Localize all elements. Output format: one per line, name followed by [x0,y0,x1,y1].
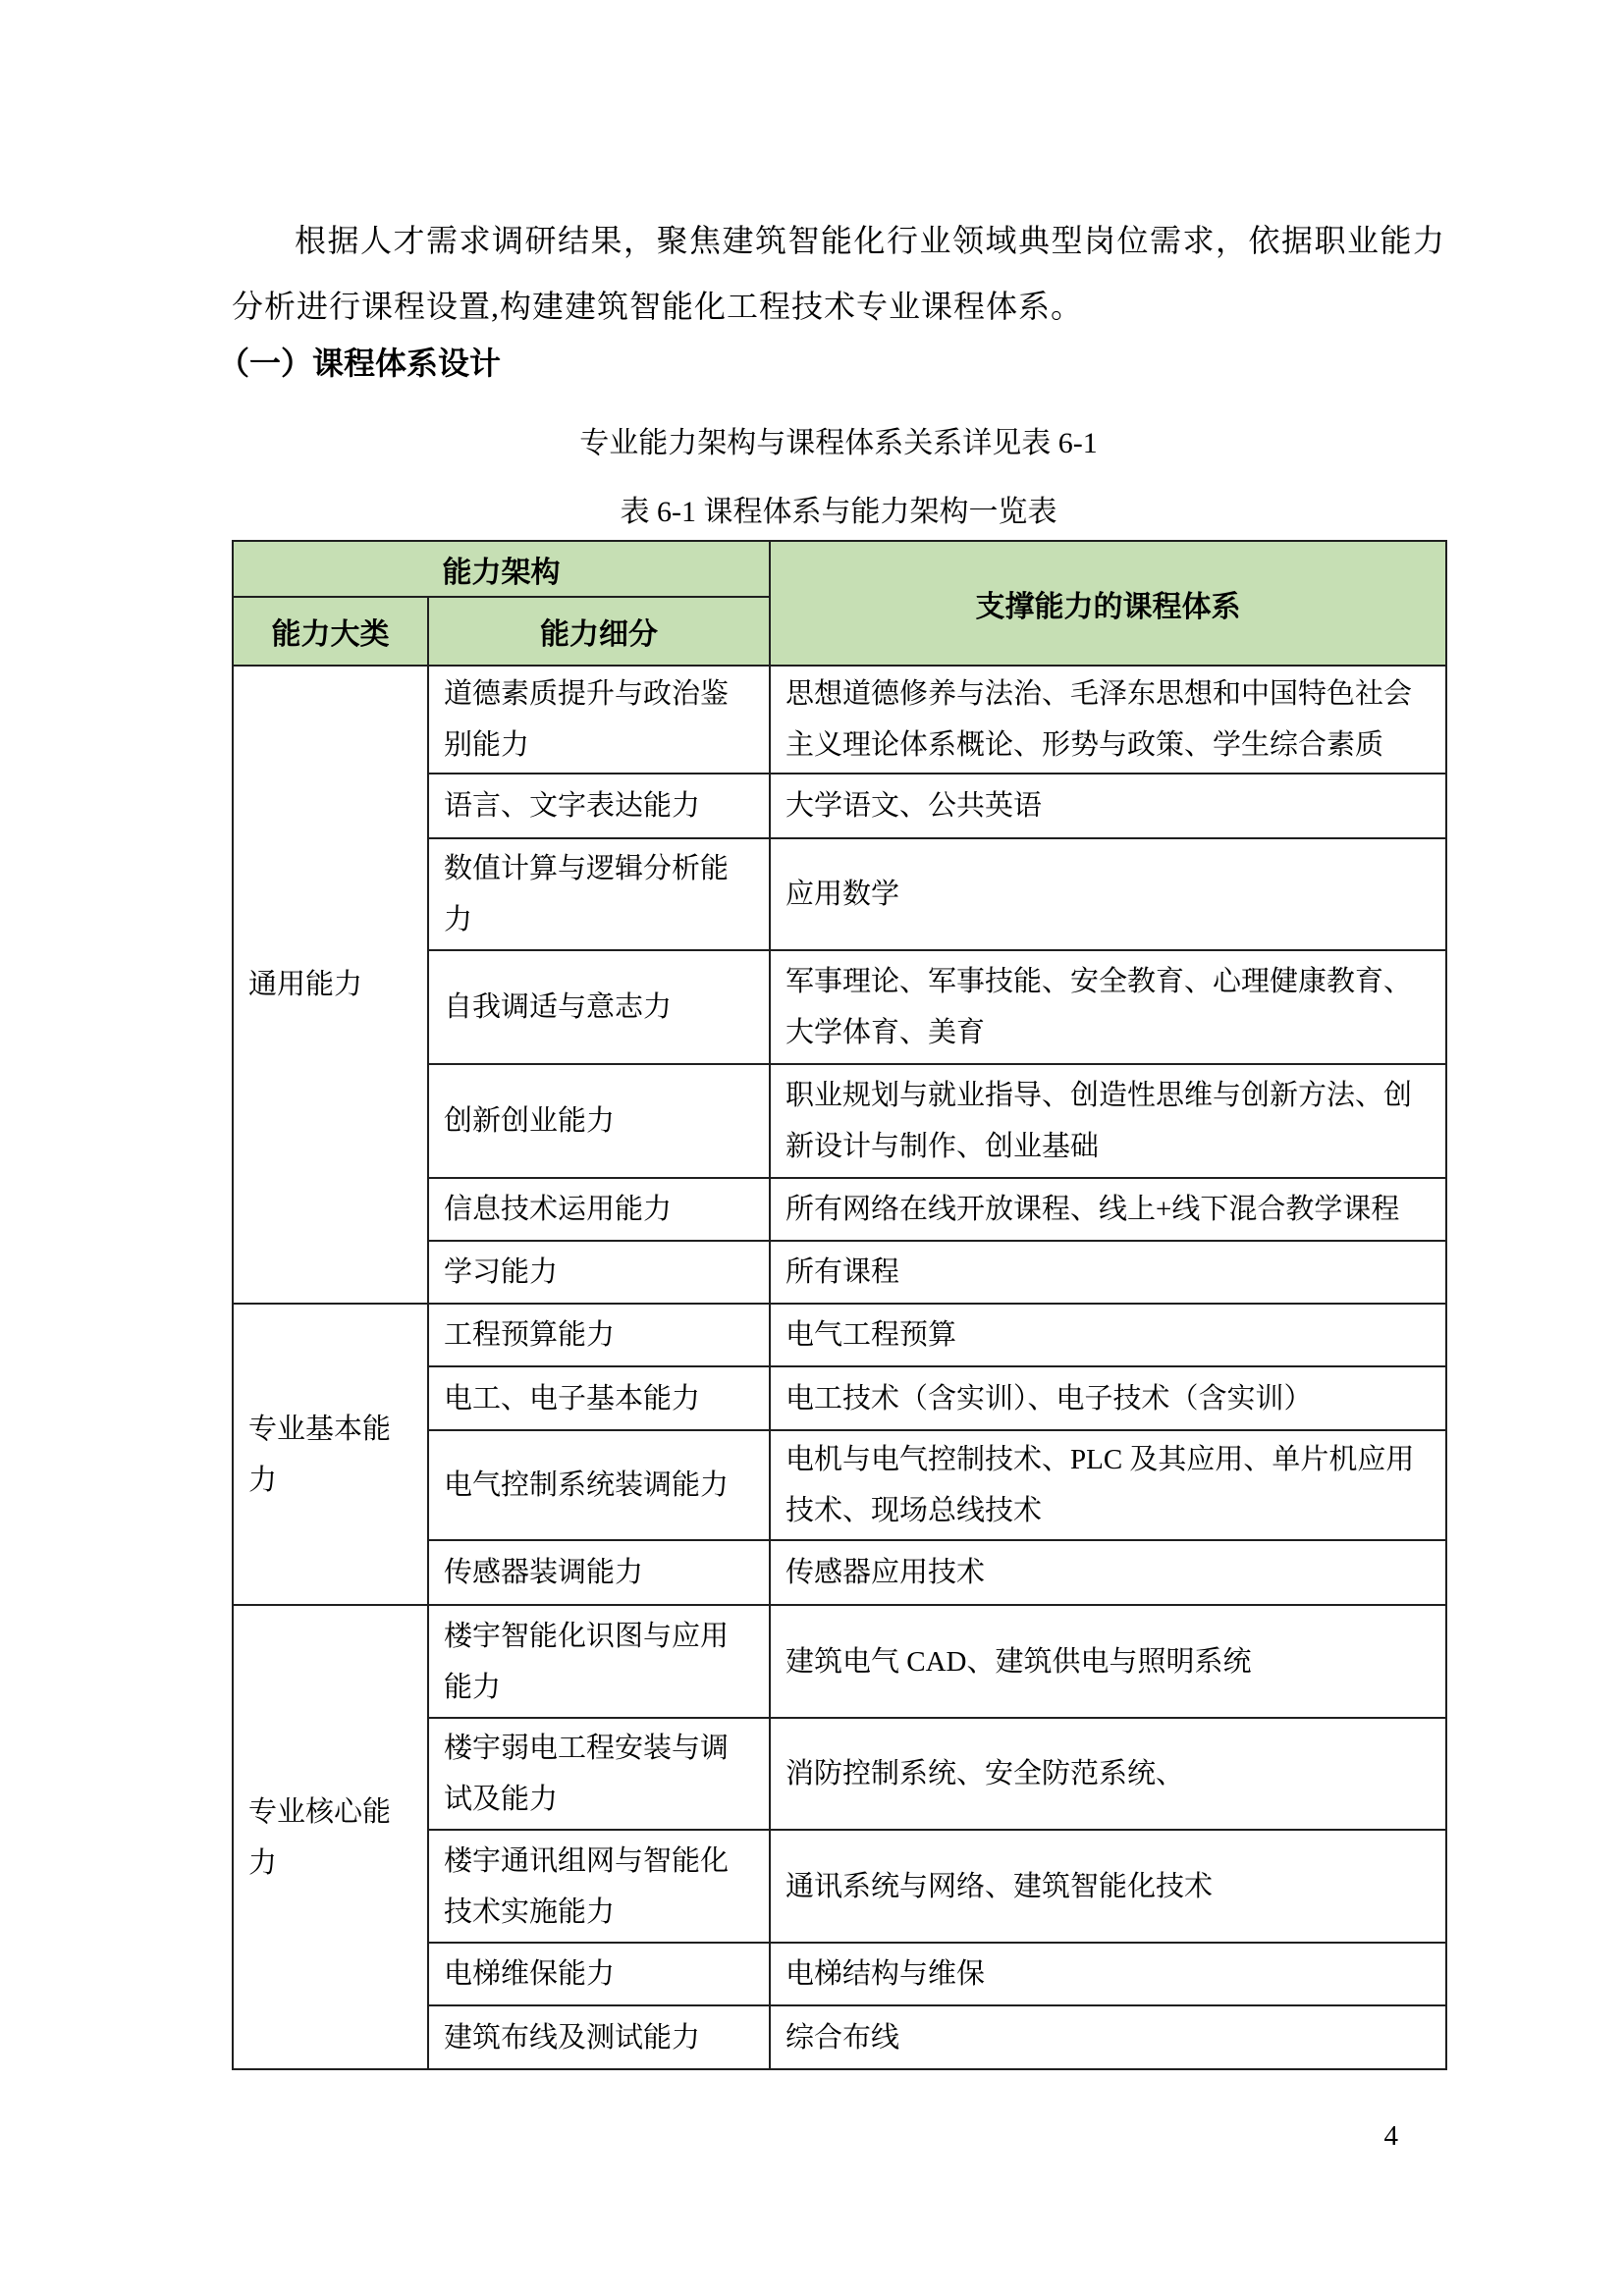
capability-cell: 电气控制系统装调能力 [428,1430,770,1540]
courses-cell: 综合布线 [770,2005,1446,2069]
header-courses: 支撑能力的课程体系 [770,541,1446,666]
courses-cell: 所有课程 [770,1241,1446,1304]
table-row [233,1605,1446,1718]
capability-cell: 传感器装调能力 [428,1540,770,1605]
capability-cell: 语言、文字表达能力 [428,774,770,838]
intro-paragraph: 根据人才需求调研结果，聚焦建筑智能化行业领域典型岗位需求，依据职业能力分析进行课程设置,构建建筑智能化工程技术专业课程体系。 [232,223,1445,324]
table-row [233,666,1446,774]
capability-cell: 信息技术运用能力 [428,1178,770,1241]
capability-cell: 创新创业能力 [428,1064,770,1178]
courses-cell: 所有网络在线开放课程、线上+线下混合教学课程 [770,1178,1446,1241]
courses-cell: 电梯结构与维保 [770,1943,1446,2005]
section-heading: （一）课程体系设计 [218,346,502,381]
header-capability-sub: 能力细分 [428,597,770,666]
header-capability-group: 能力架构 [233,541,770,597]
courses-cell: 通讯系统与网络、建筑智能化技术 [770,1830,1446,1943]
capability-cell: 学习能力 [428,1241,770,1304]
capability-cell: 楼宇智能化识图与应用能力 [428,1605,770,1718]
page-number: 4 [1383,2120,1398,2152]
capability-cell: 楼宇弱电工程安装与调试及能力 [428,1718,770,1830]
group-cell: 专业核心能力 [233,1605,428,2069]
courses-cell: 应用数学 [770,838,1446,950]
courses-cell: 消防控制系统、安全防范系统、 [770,1718,1446,1830]
table-caption: 表 6-1 课程体系与能力架构一览表 [620,496,1057,528]
capability-cell: 数值计算与逻辑分析能力 [428,838,770,950]
courses-cell: 电气工程预算 [770,1304,1446,1366]
courses-cell: 思想道德修养与法治、毛泽东思想和中国特色社会主义理论体系概论、形势与政策、学生综合素质 [770,666,1446,774]
group-cell: 专业基本能力 [233,1304,428,1605]
group-cell: 通用能力 [233,666,428,1304]
courses-cell: 军事理论、军事技能、安全教育、心理健康教育、大学体育、美育 [770,950,1446,1064]
capability-cell: 自我调适与意志力 [428,950,770,1064]
courses-cell: 大学语文、公共英语 [770,774,1446,838]
table-header-row-1 [233,541,1446,597]
table-ref-line: 专业能力架构与课程体系关系详见表 6-1 [579,427,1098,459]
courses-cell: 传感器应用技术 [770,1540,1446,1605]
capability-cell: 建筑布线及测试能力 [428,2005,770,2069]
courses-cell: 电工技术（含实训）、电子技术（含实训） [770,1366,1446,1430]
table-row [233,1304,1446,1366]
capability-cell: 电梯维保能力 [428,1943,770,2005]
capability-cell: 工程预算能力 [428,1304,770,1366]
courses-cell: 建筑电气 CAD、建筑供电与照明系统 [770,1605,1446,1718]
capability-cell: 道德素质提升与政治鉴别能力 [428,666,770,774]
capability-cell: 电工、电子基本能力 [428,1366,770,1430]
header-capability-major: 能力大类 [233,597,428,666]
capability-table [232,540,1447,2070]
courses-cell: 电机与电气控制技术、PLC 及其应用、单片机应用技术、现场总线技术 [770,1430,1446,1540]
capability-cell: 楼宇通讯组网与智能化技术实施能力 [428,1830,770,1943]
courses-cell: 职业规划与就业指导、创造性思维与创新方法、创新设计与制作、创业基础 [770,1064,1446,1178]
